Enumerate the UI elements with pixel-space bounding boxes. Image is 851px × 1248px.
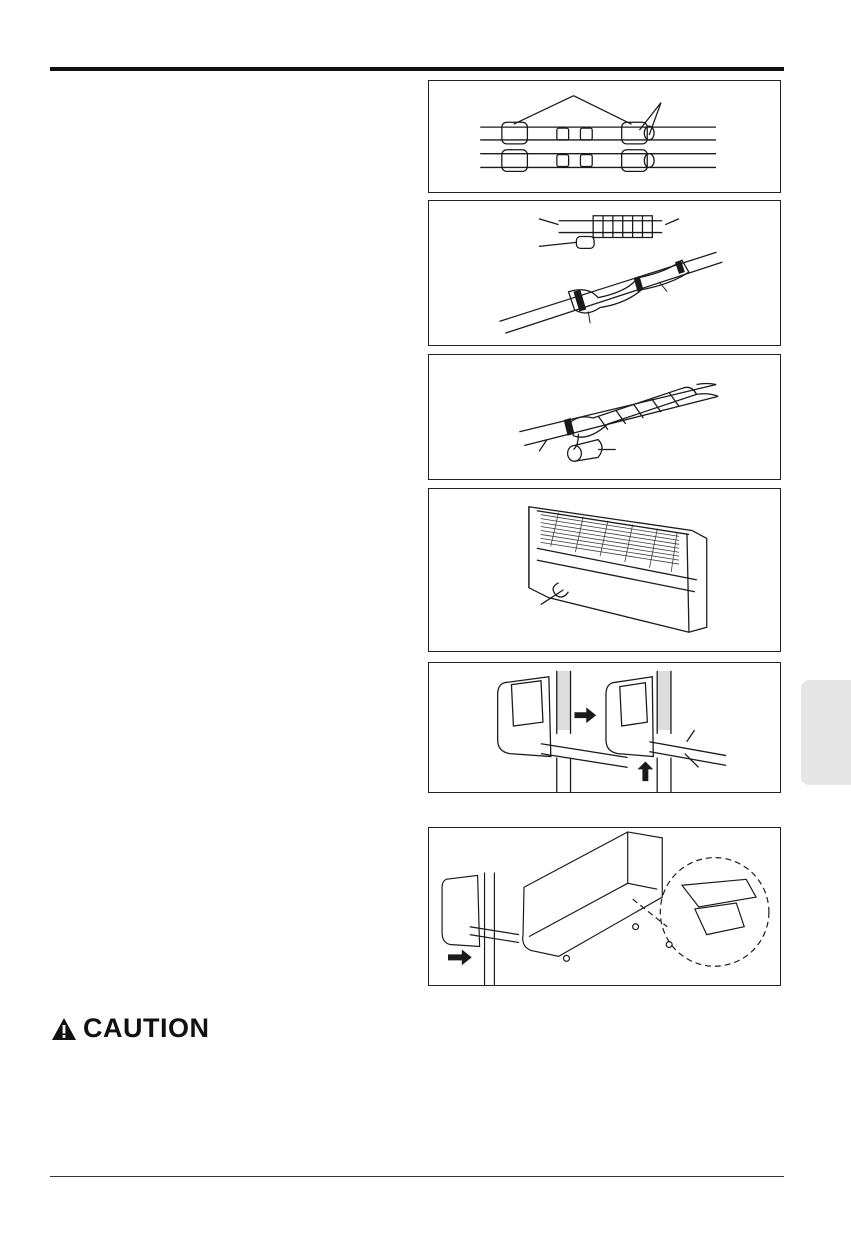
pipe-tape-figure-icon — [429, 201, 780, 345]
indoor-unit-figure-icon — [429, 489, 780, 651]
warning-triangle-icon — [51, 1017, 77, 1041]
figure-tape-wrapping — [428, 354, 781, 480]
footer-rule — [50, 1176, 784, 1177]
pipe-joint-figure-icon — [429, 81, 780, 192]
caution-label: CAUTION — [83, 1013, 210, 1043]
section-tab — [801, 680, 851, 785]
unit-screw-detail-figure-icon — [429, 828, 780, 985]
figure-unit-screws — [428, 827, 781, 986]
header-rule — [50, 67, 784, 71]
figure-unit-hanging — [428, 662, 781, 793]
caution-heading — [51, 1015, 210, 1042]
tape-roll-figure-icon — [429, 355, 780, 479]
figure-pipe-taping — [428, 200, 781, 346]
figure-indoor-unit — [428, 488, 781, 652]
figure-pipe-connection — [428, 80, 781, 193]
unit-hanging-figure-icon — [429, 663, 780, 792]
